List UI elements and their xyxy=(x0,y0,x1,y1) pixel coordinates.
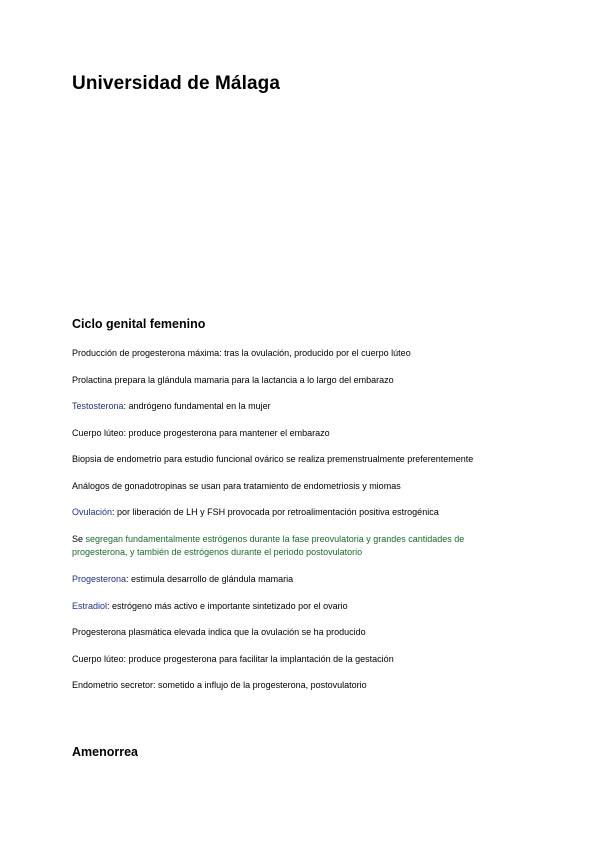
list-item xyxy=(72,374,542,387)
item-term: Testosterona xyxy=(72,401,124,411)
list-item xyxy=(72,400,542,413)
list-item xyxy=(72,347,542,360)
section-heading-ciclo: Ciclo genital femenino xyxy=(72,317,206,331)
list-item xyxy=(72,480,542,493)
item-text: Cuerpo lúteo: produce progesterona para facilitar la implantación de la gestación xyxy=(72,654,394,664)
list-item xyxy=(72,573,542,586)
page-title: Universidad de Málaga xyxy=(72,73,281,94)
item-text: : estrógeno más activo e importante sintetizado por el ovario xyxy=(107,601,348,611)
item-text: Biopsia de endometrio para estudio funcional ovárico se realiza premenstrualmente preferentemente xyxy=(72,454,474,464)
item-text: : estimula desarrollo de glándula mamaria xyxy=(126,574,294,584)
item-text: : por liberación de LH y FSH provocada por retroalimentación positiva estrogénica xyxy=(112,507,439,517)
list-item xyxy=(72,653,542,666)
item-lead: Se xyxy=(72,534,84,544)
list-item xyxy=(72,600,542,613)
list-item xyxy=(72,453,542,466)
list-item xyxy=(72,626,542,639)
item-term: Ovulación xyxy=(72,507,113,517)
list-item xyxy=(72,679,542,692)
item-term: Progesterona xyxy=(72,574,127,584)
item-text: Producción de progesterona máxima: tras la ovulación, producido por el cuerpo lúteo xyxy=(72,348,411,358)
section-heading-amenorrea: Amenorrea xyxy=(72,745,138,759)
item-term: Estradiol xyxy=(72,601,108,611)
item-text: Prolactina prepara la glándula mamaria para la lactancia a lo largo del embarazo xyxy=(72,375,394,385)
item-text: Progesterona plasmática elevada indica que la ovulación se ha producido xyxy=(72,627,366,637)
list-item xyxy=(72,427,542,440)
item-text: segregan fundamentalmente estrógenos durante la fase preovulatoria y grandes cantidades de progesterona, y también de estrógenos durante el periodo postovulatorio xyxy=(72,534,465,557)
item-text: Cuerpo lúteo: produce progesterona para mantener el embarazo xyxy=(72,428,330,438)
item-text: Endometrio secretor: sometido a influjo de la progesterona, postovulatorio xyxy=(72,680,367,690)
item-text: : andrógeno fundamental en la mujer xyxy=(123,401,271,411)
list-item xyxy=(72,533,512,559)
list-item xyxy=(72,506,542,519)
item-text: Análogos de gonadotropinas se usan para tratamiento de endometriosis y miomas xyxy=(72,481,401,491)
